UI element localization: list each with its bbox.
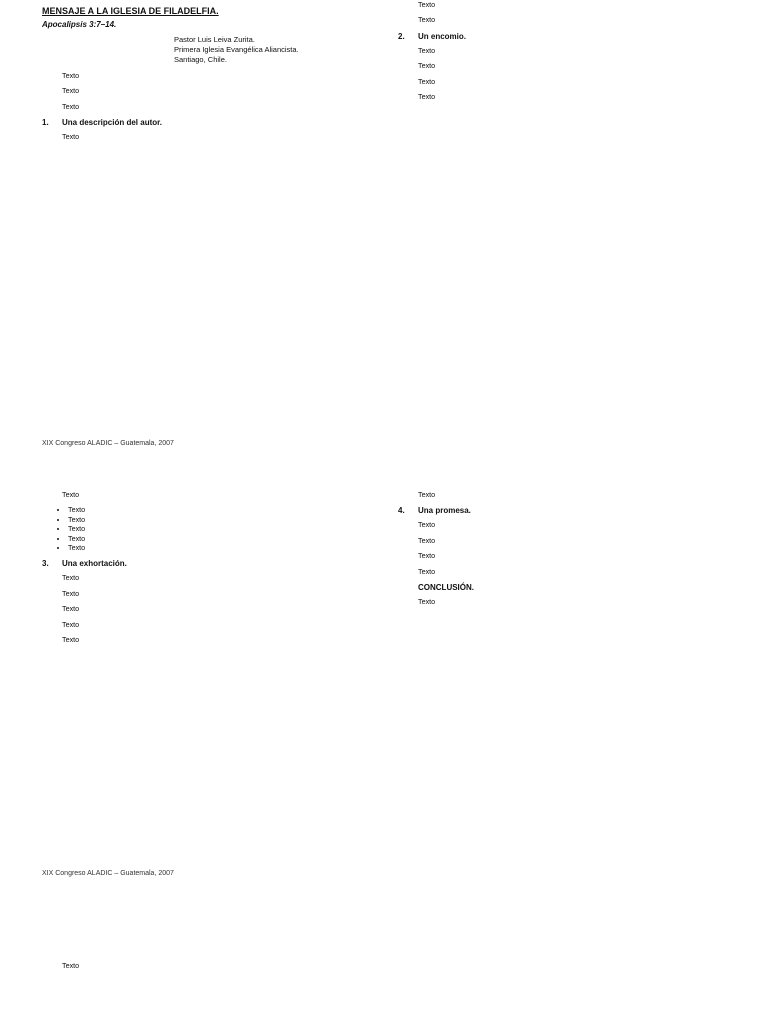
body-text bbox=[398, 0, 726, 101]
paragraph: Texto bbox=[418, 566, 436, 576]
paragraph: Texto bbox=[418, 45, 436, 55]
section-title: Un encomio. bbox=[418, 31, 467, 41]
paragraph: Texto bbox=[418, 92, 436, 102]
page-three-left-column bbox=[42, 961, 370, 976]
body-text bbox=[398, 490, 726, 606]
section-heading bbox=[42, 118, 370, 127]
paragraph: Texto bbox=[62, 490, 80, 499]
paragraph: Texto bbox=[62, 132, 80, 142]
section-heading bbox=[398, 583, 726, 592]
paragraph: Texto bbox=[418, 535, 436, 545]
bullet-list bbox=[42, 505, 370, 552]
paragraph: Texto bbox=[62, 619, 80, 629]
body-text bbox=[42, 71, 370, 142]
paragraph: Texto bbox=[418, 0, 436, 9]
section-number: 1. bbox=[42, 118, 49, 128]
section-number: 2. bbox=[398, 31, 405, 41]
paragraph: Texto bbox=[62, 71, 80, 80]
section-heading bbox=[398, 32, 726, 41]
page-one bbox=[0, 0, 768, 470]
page-footer: XIX Congreso ALADIC – Guatemala, 2007 bbox=[42, 870, 174, 877]
page-two-right-column bbox=[398, 490, 726, 612]
section-heading bbox=[398, 506, 726, 515]
section-title: Una promesa. bbox=[418, 506, 471, 516]
paragraph: Texto bbox=[418, 15, 436, 25]
paragraph: Texto bbox=[418, 76, 436, 86]
author-name: Pastor Luis Leiva Zurita. bbox=[174, 35, 255, 44]
author-church: Primera Iglesia Evangélica Aliancista. bbox=[174, 45, 299, 54]
paragraph: Texto bbox=[62, 635, 80, 645]
paragraph: Texto bbox=[418, 490, 436, 499]
document-title: MENSAJE A LA IGLESIA DE FILADELFIA. bbox=[42, 6, 219, 16]
author-city: Santiago, Chile. bbox=[174, 55, 227, 64]
page-two bbox=[0, 490, 768, 910]
section-heading bbox=[42, 559, 370, 568]
bullet-item: • Texto bbox=[68, 515, 370, 524]
paragraph: Texto bbox=[62, 604, 80, 614]
page-one-right-column bbox=[398, 0, 726, 107]
scripture-reference: Apocalipsis 3:7–14. bbox=[42, 20, 117, 29]
section-title: Una descripción del autor. bbox=[62, 118, 163, 128]
paragraph: Texto bbox=[418, 61, 436, 71]
paragraph: Texto bbox=[418, 551, 436, 561]
bullet-item: • Texto bbox=[68, 543, 370, 552]
paragraph: Texto bbox=[62, 588, 80, 598]
page-one-left-column bbox=[42, 0, 370, 148]
paragraph: Texto bbox=[418, 597, 436, 607]
section-title: Una exhortación. bbox=[62, 559, 127, 569]
paragraph: Texto bbox=[62, 961, 80, 970]
paragraph: Texto bbox=[418, 520, 436, 530]
section-number: 3. bbox=[42, 559, 49, 569]
paragraph: Texto bbox=[62, 86, 80, 96]
page-three bbox=[0, 955, 768, 1024]
section-title: CONCLUSIÓN. bbox=[418, 583, 474, 593]
author-block bbox=[174, 35, 370, 65]
bullet-item: • Texto bbox=[68, 505, 370, 514]
page-two-left-column bbox=[42, 490, 370, 650]
page-footer: XIX Congreso ALADIC – Guatemala, 2007 bbox=[42, 440, 174, 447]
section-number: 4. bbox=[398, 506, 405, 516]
body-text bbox=[42, 490, 370, 644]
bullet-item: • Texto bbox=[68, 534, 370, 543]
body-text bbox=[42, 961, 370, 970]
bullet-item: • Texto bbox=[68, 524, 370, 533]
paragraph: Texto bbox=[62, 101, 80, 111]
paragraph: Texto bbox=[62, 573, 80, 583]
